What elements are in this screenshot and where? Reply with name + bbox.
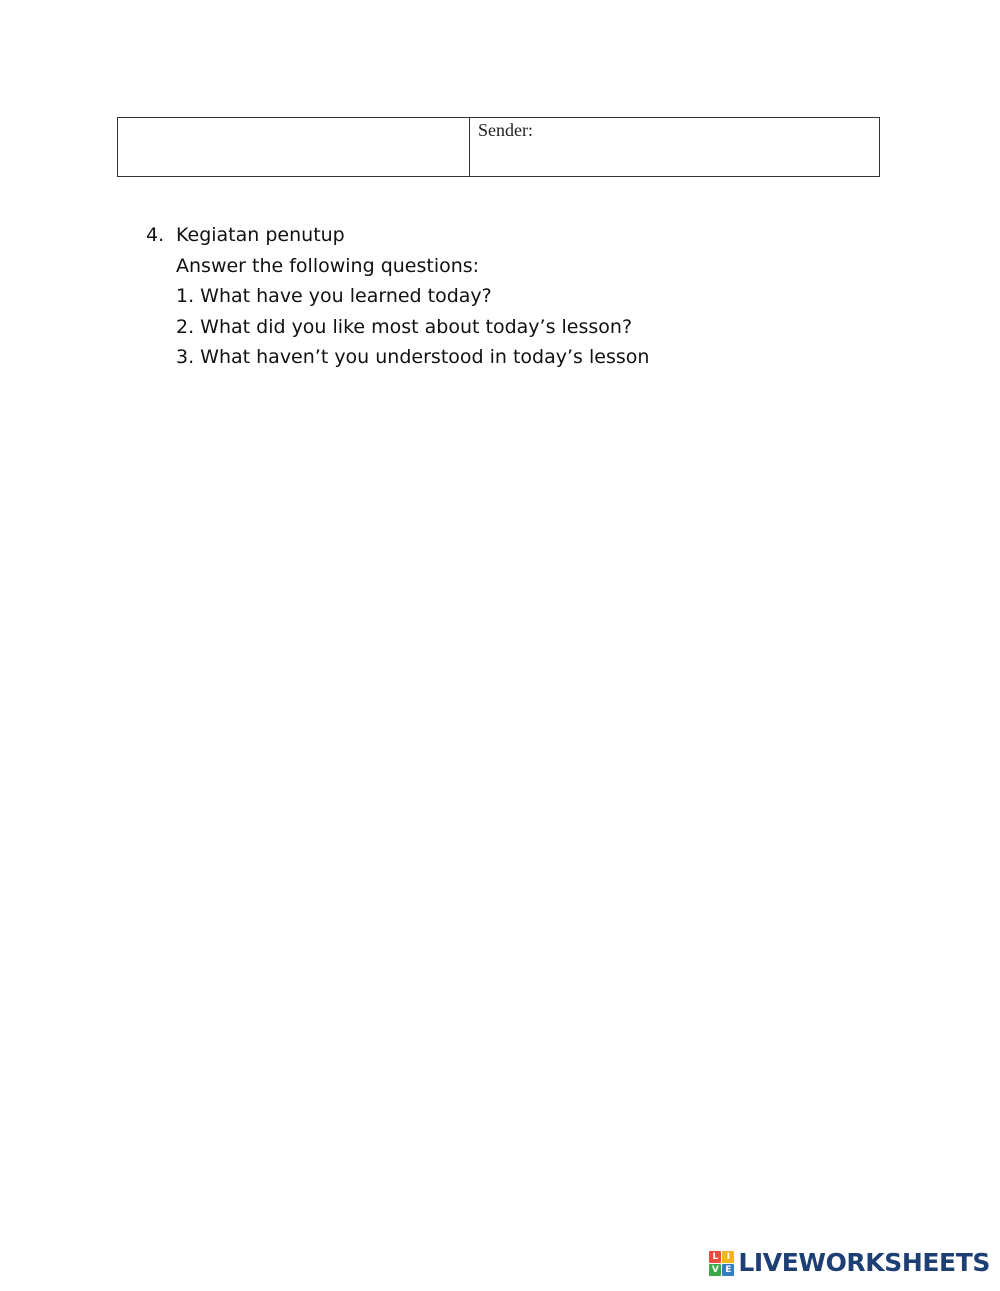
sender-label: Sender: bbox=[478, 120, 533, 140]
sender-table-left-cell bbox=[118, 118, 470, 176]
liveworksheets-logo bbox=[709, 1249, 990, 1277]
sender-table bbox=[117, 117, 880, 177]
closing-activity-section bbox=[146, 220, 906, 373]
question-item: 2. What did you like most about today’s lesson? bbox=[176, 315, 633, 338]
logo-letter: L bbox=[709, 1251, 721, 1263]
section-title: Kegiatan penutup bbox=[176, 224, 345, 246]
liveworksheets-logo-text: LIVEWORKSHEETS bbox=[738, 1248, 990, 1277]
logo-letter: I bbox=[722, 1251, 734, 1263]
questions-intro: Answer the following questions: bbox=[176, 254, 480, 277]
section-body bbox=[146, 251, 906, 373]
section-heading bbox=[146, 220, 906, 251]
section-number: 4. bbox=[146, 224, 165, 246]
logo-letter: V bbox=[709, 1264, 721, 1276]
liveworksheets-logo-icon bbox=[709, 1251, 734, 1276]
question-item: 1. What have you learned today? bbox=[176, 285, 492, 307]
question-item: 3. What haven’t you understood in today’s lesson bbox=[176, 346, 650, 368]
logo-letter: E bbox=[722, 1264, 734, 1276]
